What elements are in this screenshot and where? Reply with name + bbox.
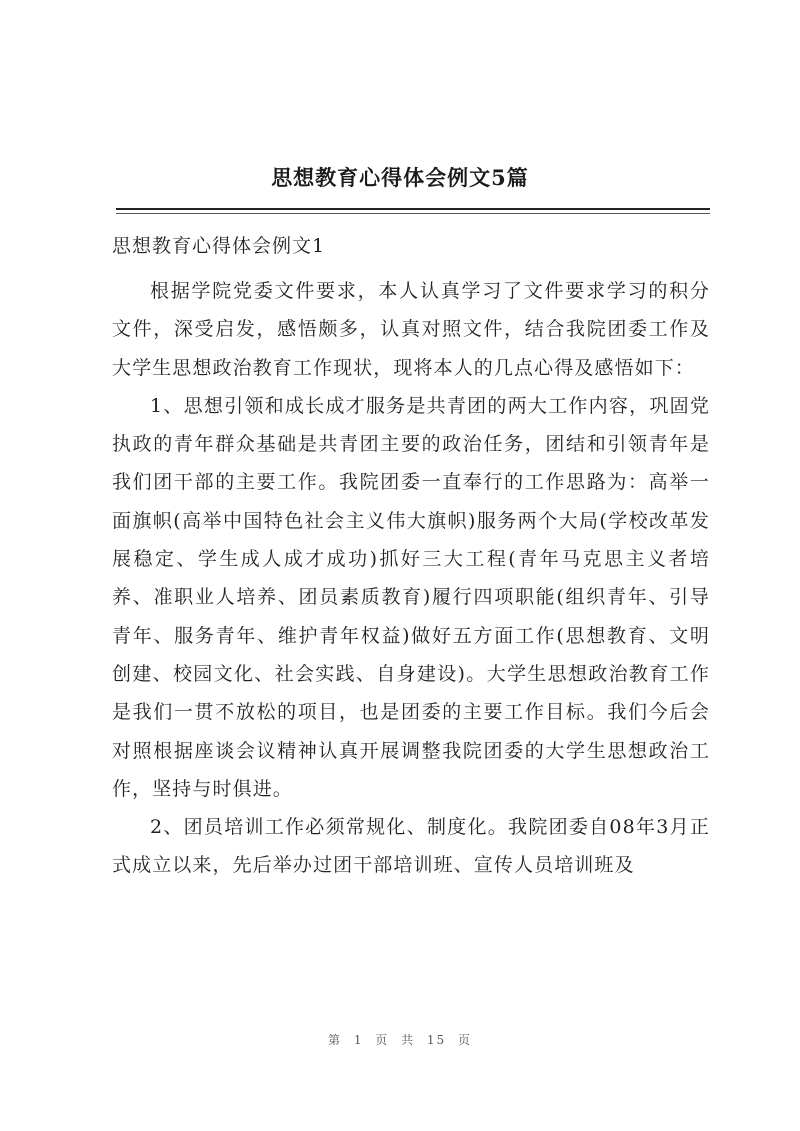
paragraph-point-2: 2、团员培训工作必须常规化、制度化。我院团委自08年3月正式成立以来，先后举办过团干部培训班、宣传人员培训班及 bbox=[112, 816, 710, 877]
title-divider-thick bbox=[116, 208, 710, 210]
paragraph-point-1: 1、思想引领和成长成才服务是共青团的两大工作内容，巩固党执政的青年群众基础是共青团主要的政治任务，团结和引领青年是我们团干部的主要工作。我院团委一直奉行的工作思路为：高举一面旗帜(高举中国特色社会主义伟大旗帜)服务两个大局(学校改革发展稳定、学生成人成才成功)抓好三大工程(青年马克思主义者培养、准职业人培养、团员素质教育)履行四项职能(组织青年、引导青年、服务青年、维护青年权益)做好五方面工作(思想教育、文明创建、校园文化、社会实践、自身建设)。大学生思想政治教育工作是我们一贯不放松的项目，也是团委的主要工作目标。我们今后会对照根据座谈会议精神认真开展调整我院团委的大学生思想政治工作，坚持与时俱进。 bbox=[112, 394, 710, 800]
section-heading: 思想教育心得体会例文1 bbox=[112, 235, 326, 257]
page-title: 思想教育心得体会例文5篇 bbox=[271, 165, 529, 190]
paragraph-intro: 根据学院党委文件要求，本人认真学习了文件要求学习的积分文件，深受启发，感悟颇多，认真对照文件，结合我院团委工作及大学生思想政治教育工作现状，现将本人的几点心得及感悟如下： bbox=[112, 280, 710, 379]
title-divider-thin bbox=[116, 213, 710, 214]
page-footer: 第 1 页 共 15 页 bbox=[328, 1033, 472, 1047]
document-body bbox=[112, 231, 710, 885]
